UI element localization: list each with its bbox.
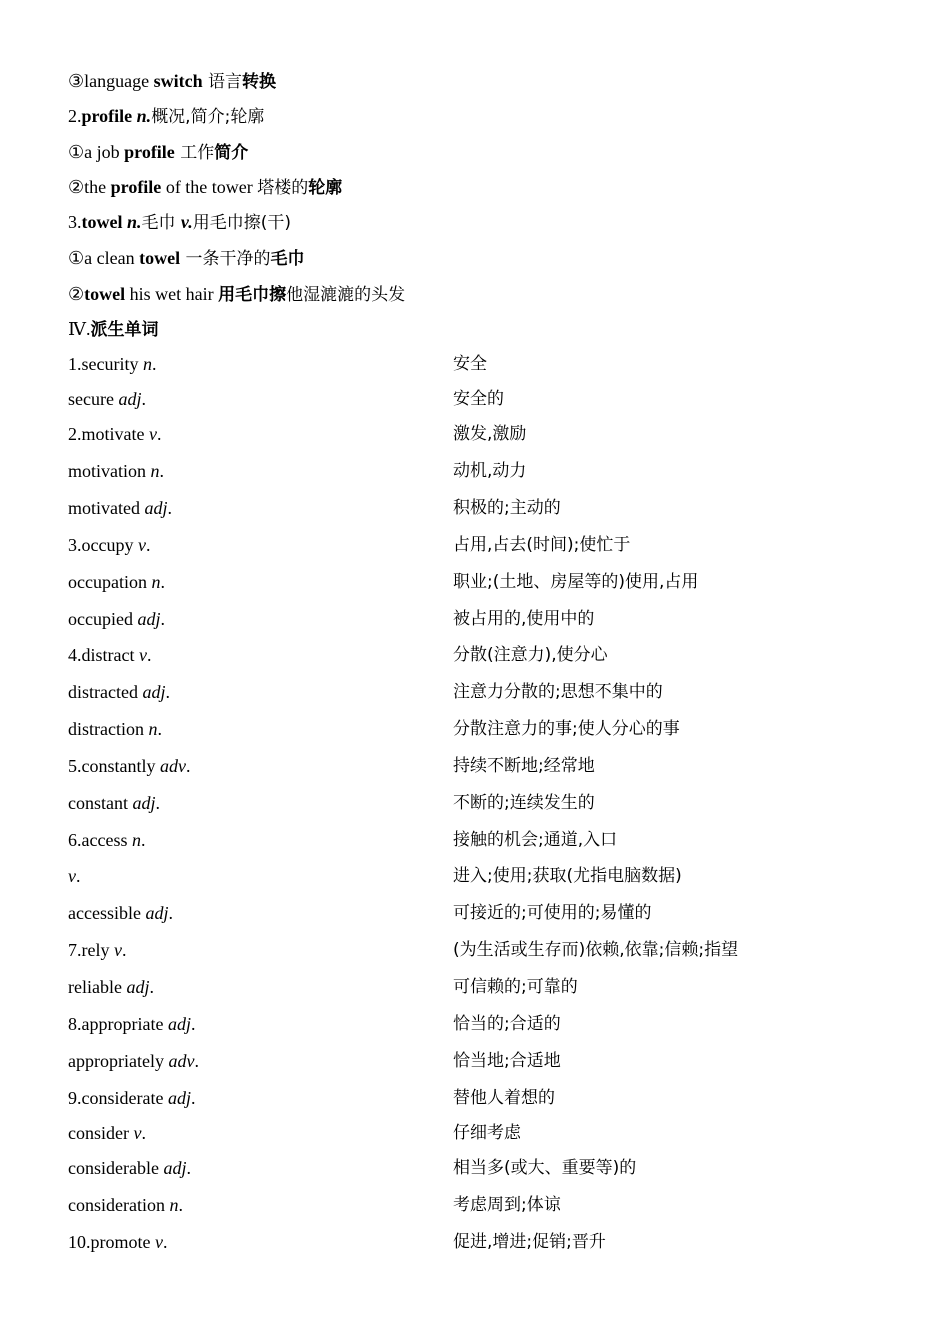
text-line [68,70,276,93]
vocab-meaning: 被占用的,使用中的 [453,609,595,629]
vocab-meaning: 占用,占去(时间);使忙于 [453,535,631,555]
vocab-meaning: 仔细考虑 [453,1123,521,1143]
text-line [68,247,305,270]
text-run: 语言 [202,72,243,92]
vocab-meaning: 接触的机会;通道,入口 [453,830,618,850]
word-text: 6.access [68,830,132,850]
part-of-speech: adj [132,793,156,813]
pos-period: . [141,389,146,409]
part-of-speech: adj [167,1014,191,1034]
pos-period: . [159,461,164,481]
vocab-meaning: 分散注意力的事;使人分心的事 [453,719,680,739]
pos-period: . [155,793,161,813]
vocab-word [68,792,160,814]
vocab-word [68,1013,195,1035]
word-text: constant [68,793,133,813]
vocab-word [68,497,172,519]
part-of-speech: adj [167,1088,191,1108]
vocab-meaning: 职业;(土地、房屋等的)使用,占用 [453,572,699,592]
text-run: ①a job [68,142,125,162]
pos-period: . [186,756,191,776]
text-run: 2. [68,106,82,126]
pos-period: . [145,535,151,555]
text-run: 一条干净的 [180,249,271,269]
pos-period: . [186,1158,191,1178]
part-of-speech: v [68,866,76,886]
text-run: 毛巾 [141,213,181,233]
vocab-meaning: 相当多(或大、重要等)的 [453,1158,637,1178]
pos-period: . [151,354,157,374]
vocab-word [68,608,165,630]
part-of-speech: adj [137,609,161,629]
vocab-word [68,1157,191,1179]
vocab-word [68,681,170,703]
text-run: n. [136,106,152,126]
word-text: reliable [68,977,127,997]
word-text: 8.appropriate [68,1014,168,1034]
text-run: profile [81,106,133,126]
word-text: secure [68,389,119,409]
text-run: 他湿漉漉的头发 [286,285,406,305]
part-of-speech: adj [118,389,142,409]
vocab-meaning: 替他人着想的 [453,1088,555,1108]
part-of-speech: adj [145,903,169,923]
word-text: consider [68,1123,134,1143]
part-of-speech: n [148,719,158,739]
word-text: 1.security [68,354,143,374]
text-line [68,141,248,164]
vocab-meaning: 分散(注意力),使分心 [453,645,608,665]
part-of-speech: n [150,461,160,481]
text-run: his wet hair [125,284,219,304]
vocab-word [68,388,146,410]
vocab-word [68,1194,183,1216]
text-line [68,283,405,306]
word-text: considerable [68,1158,164,1178]
vocab-meaning: (为生活或生存而)依赖,依靠;信赖;指望 [453,940,739,960]
word-text: 2.motivate [68,424,149,444]
vocab-meaning: 积极的;主动的 [453,498,561,518]
word-text: motivation [68,461,151,481]
vocab-meaning: 激发,激励 [453,424,527,444]
part-of-speech: adv [168,1051,195,1071]
vocab-meaning: 不断的;连续发生的 [453,793,595,813]
text-line [68,211,291,234]
part-of-speech: v [155,1232,163,1252]
text-run: of the tower [161,177,258,197]
pos-period: . [160,572,165,592]
text-run: ③language [68,71,154,91]
text-line [68,176,342,199]
text-run: profile [124,142,175,162]
text-run: profile [110,177,162,197]
vocab-word [68,755,191,777]
pos-period: . [141,1123,146,1143]
vocab-word [68,1231,168,1253]
text-run: 用毛巾擦 [218,285,287,305]
text-run: towel [84,284,126,304]
vocab-word [68,865,81,887]
vocab-meaning: 进入;使用;获取(尤指电脑数据) [453,866,682,886]
word-text: occupation [68,572,152,592]
text-run: ②the [68,177,111,197]
vocab-meaning: 可接近的;可使用的;易懂的 [453,903,652,923]
word-text: 5.constantly [68,756,160,776]
part-of-speech: n [151,572,161,592]
vocab-word [68,460,164,482]
word-text: appropriately [68,1051,169,1071]
text-run: 塔楼的 [257,178,309,198]
text-run: 3. [68,212,82,232]
vocab-meaning: 安全的 [453,389,504,409]
vocab-word [68,423,161,445]
pos-period: . [149,977,154,997]
vocab-word [68,976,154,998]
part-of-speech: n [142,354,152,374]
pos-period: . [140,830,146,850]
vocab-word [68,534,150,556]
word-text: 9.considerate [68,1088,168,1108]
word-text: distraction [68,719,149,739]
pos-period: . [156,424,162,444]
vocab-word [68,1122,146,1144]
pos-period: . [194,1051,199,1071]
vocab-word [68,353,156,375]
text-run: 概况,简介;轮廓 [151,107,265,127]
vocab-meaning: 考虑周到;体谅 [453,1195,561,1215]
text-run: ①a clean [68,248,140,268]
text-run: 毛巾 [270,249,305,269]
pos-period: . [76,866,81,886]
part-of-speech: n [131,830,141,850]
text-line [68,105,264,128]
pos-period: . [190,1088,196,1108]
vocab-word [68,939,126,961]
pos-period: . [146,645,152,665]
pos-period: . [163,1232,168,1252]
part-of-speech: adv [160,756,186,776]
text-run: towel [139,248,181,268]
word-text: 4.distract [68,645,139,665]
vocab-meaning: 注意力分散的;思想不集中的 [453,682,663,702]
text-run: switch [153,71,203,91]
part-of-speech: adj [142,682,166,702]
vocab-word [68,571,165,593]
pos-period: . [168,903,173,923]
vocab-word [68,718,162,740]
text-run: 工作 [174,143,215,163]
pos-period: . [160,609,165,629]
part-of-speech: n [169,1195,179,1215]
text-run: 转换 [242,72,277,92]
text-run: 派生单词 [90,320,159,340]
pos-period: . [121,940,127,960]
part-of-speech: adj [144,498,168,518]
part-of-speech: adj [163,1158,187,1178]
word-text: accessible [68,903,146,923]
pos-period: . [190,1014,196,1034]
part-of-speech: v [138,645,147,665]
word-text: occupied [68,609,138,629]
word-text: 7.rely [68,940,114,960]
text-run: ② [68,284,85,304]
pos-period: . [157,719,162,739]
part-of-speech: v [113,940,122,960]
text-run: towel [81,212,123,232]
text-run: Ⅳ. [68,319,91,339]
part-of-speech: adj [126,977,150,997]
text-run: 简介 [214,143,249,163]
vocab-word [68,1087,195,1109]
word-text: 3.occupy [68,535,138,555]
pos-period: . [178,1195,183,1215]
text-run: 用毛巾擦(干) [192,213,291,233]
text-run: v. [180,212,193,232]
part-of-speech: v [137,535,146,555]
vocab-meaning: 恰当的;合适的 [453,1014,561,1034]
vocab-meaning: 恰当地;合适地 [453,1051,561,1071]
word-text: distracted [68,682,143,702]
vocab-meaning: 可信赖的;可靠的 [453,977,578,997]
vocab-word [68,829,145,851]
vocab-word [68,902,173,924]
pos-period: . [165,682,170,702]
text-run: 轮廓 [308,178,343,198]
part-of-speech: v [148,424,157,444]
part-of-speech: v [133,1123,142,1143]
vocab-word [68,1050,199,1072]
word-text: consideration [68,1195,170,1215]
word-text: motivated [68,498,145,518]
vocab-meaning: 持续不断地;经常地 [453,756,595,776]
vocab-word [68,644,151,666]
vocab-meaning: 动机,动力 [453,461,527,481]
vocab-meaning: 安全 [453,354,487,374]
text-line [68,318,158,341]
vocab-meaning: 促进,增进;促销;晋升 [453,1232,606,1252]
text-run: n. [126,212,142,232]
word-text: 10.promote [68,1232,155,1252]
pos-period: . [167,498,172,518]
